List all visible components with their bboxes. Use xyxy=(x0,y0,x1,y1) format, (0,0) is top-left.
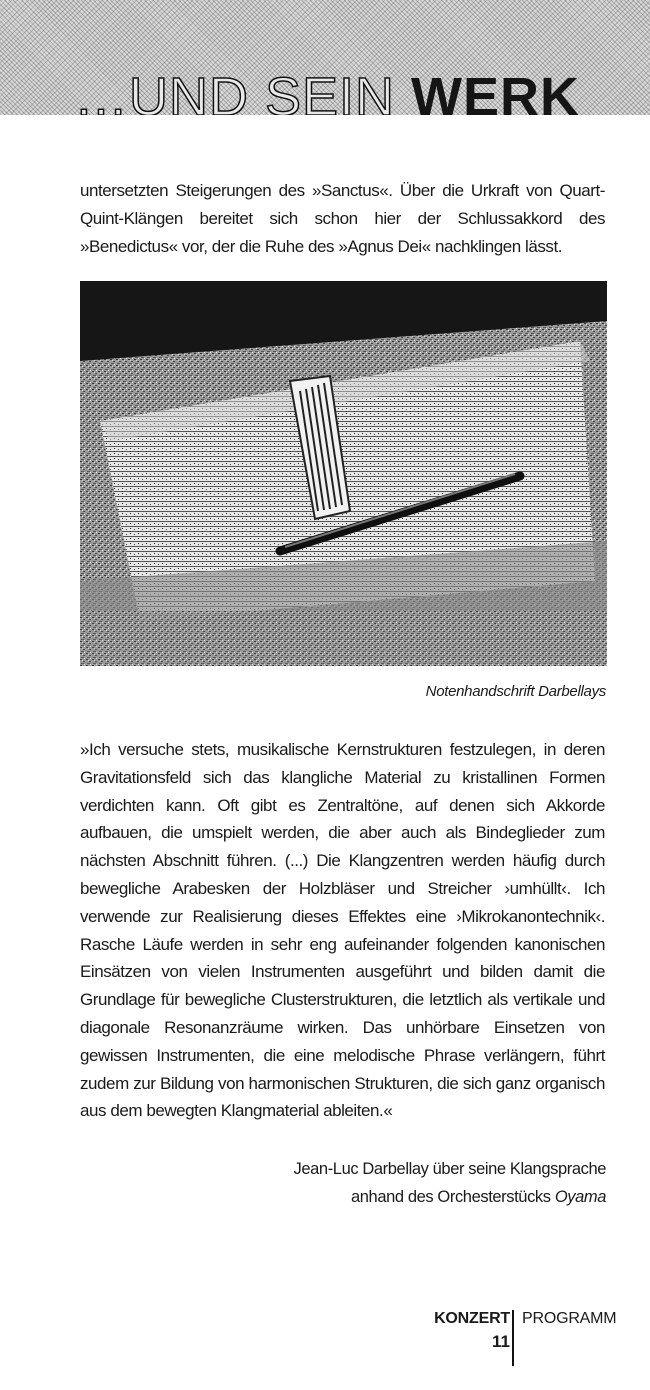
attribution-line-2 xyxy=(294,1183,606,1211)
footer-divider xyxy=(512,1310,514,1366)
intro-paragraph: untersetzten Steigerungen des »Sanctus«. Über die Urkraft von Quart-Quint-Klängen bereitet sich schon hier der Schlussakkord des »Benedictus« vor, der die Ruhe des »Agnus Dei« nachklingen lässt. xyxy=(80,181,605,256)
photo-caption: Notenhandschrift Darbellays xyxy=(425,683,606,700)
page-footer xyxy=(0,1308,650,1370)
score-photo-illustration xyxy=(80,281,607,666)
section-title-light: …UND SEIN xyxy=(73,67,412,115)
attribution-work-title: Oyama xyxy=(554,1188,606,1206)
section-title xyxy=(73,67,580,115)
intro-text xyxy=(80,177,605,260)
attribution-prefix: anhand des Orchesterstücks xyxy=(350,1188,555,1206)
attribution-line-1: Jean-Luc Darbellay über seine Klangsprache xyxy=(293,1160,606,1178)
section-title-bold: WERK xyxy=(411,67,580,115)
score-photo xyxy=(80,281,607,666)
footer-section-label: KONZERT xyxy=(434,1310,510,1327)
footer-category-label: PROGRAMM xyxy=(522,1310,617,1327)
quote-attribution xyxy=(294,1155,606,1211)
quote-paragraph: »Ich versuche stets, musikalische Kernstrukturen festzulegen, in deren Gravitationsfeld sich das klangliche Material zu kristallinen Formen verdichten kann. Oft gibt es Zentraltöne, auf denen sich Akkorde aufbauen, die umspielt werden, die aber auch als Bindeglieder zum nächsten Abschnitt führen. (...) Die Klangzentren werden häufig durch bewegliche Arabesken der Holzbläser und Streicher ›umhüllt‹. Ich verwende zur Realisierung dieses Effektes eine ›Mikrokanontechnik‹. Rasche Läufe werden in sehr eng aufeinander folgenden kanonischen Einsätzen von vielen Instrumenten ausgeführt und bilden damit die Grundlage für bewegliche Clusterstrukturen, die letztlich als vertikale und diagonale Resonanzräume wirken. Das unhörbare Einsetzen von gewissen Instrumenten, die eine melodische Phrase verlängern, führt zudem zur Bildung von harmonischen Strukturen, die sich ganz organisch aus dem bewegten Klangmaterial ableiten.« xyxy=(80,740,605,1121)
page-number: 11 xyxy=(492,1332,510,1351)
header-band xyxy=(0,0,650,115)
quote-text xyxy=(80,736,605,1125)
